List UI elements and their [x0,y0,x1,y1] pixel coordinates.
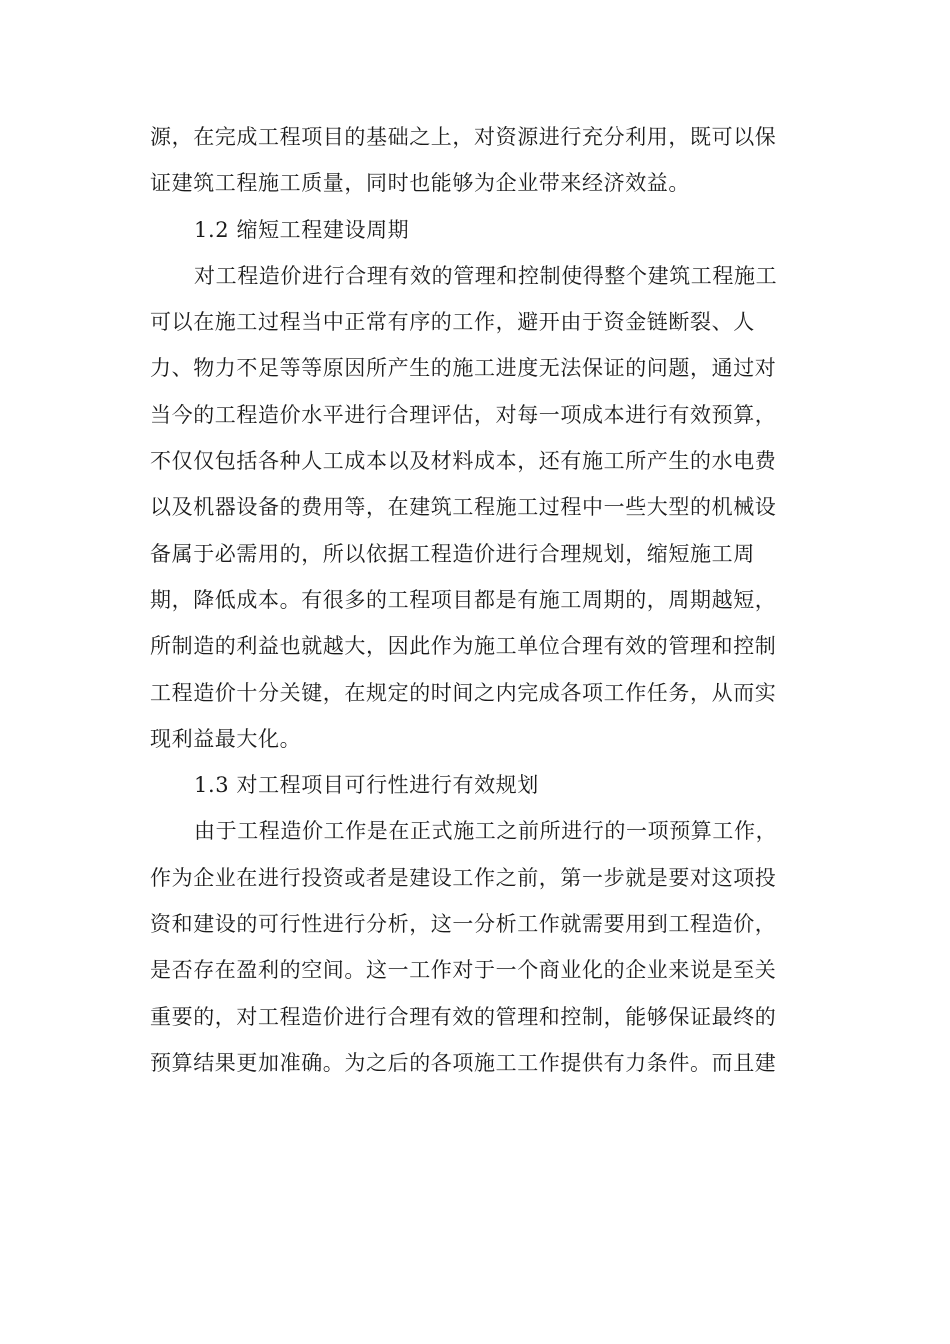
paragraph-line: 力、物力不足等等原因所产生的施工进度无法保证的问题，通过对 [150,356,777,381]
paragraph-line: 源，在完成工程项目的基础之上，对资源进行充分利用，既可以保 [150,125,777,149]
paragraph-line: 不仅仅包括各种人工成本以及材料成本，还有施工所产生的水电费 [150,449,777,474]
paragraph-line: 资和建设的可行性进行分析，这一分析工作就需要用到工程造价， [150,912,777,937]
paragraph-line: 重要的，对工程造价进行合理有效的管理和控制，能够保证最终的 [150,1004,777,1029]
paragraph-line: 工程造价十分关键，在规定的时间之内完成各项工作任务，从而实 [150,680,777,705]
paragraph-line: 期，降低成本。有很多的工程项目都是有施工周期的，周期越短， [150,587,777,612]
paragraph-line: 可以在施工过程当中正常有序的工作，避开由于资金链断裂、人 [150,310,755,335]
paragraph-line: 证建筑工程施工质量，同时也能够为企业带来经济效益。 [150,171,690,196]
section-heading-1-3: 1.3 对工程项目可行性进行有效规划 [194,773,539,798]
paragraph-line: 当今的工程造价水平进行合理评估，对每一项成本进行有效预算， [150,402,777,427]
paragraph-line: 现利益最大化。 [150,726,302,751]
paragraph-line: 以及机器设备的费用等，在建筑工程施工过程中一些大型的机械设 [150,495,777,520]
paragraph-line: 预算结果更加准确。为之后的各项施工工作提供有力条件。而且建 [150,1050,777,1075]
paragraph-line: 对工程造价进行合理有效的管理和控制使得整个建筑工程施工 [194,263,778,288]
section-heading-1-2: 1.2 缩短工程建设周期 [194,217,410,242]
paragraph-line: 由于工程造价工作是在正式施工之前所进行的一项预算工作， [194,819,778,844]
paragraph-line: 是否存在盈利的空间。这一工作对于一个商业化的企业来说是至关 [150,958,777,983]
body-text [150,114,798,1086]
paragraph-line: 作为企业在进行投资或者是建设工作之前，第一步就是要对这项投 [150,865,777,890]
paragraph-line: 所制造的利益也就越大，因此作为施工单位合理有效的管理和控制 [150,634,777,659]
paragraph-line: 备属于必需用的，所以依据工程造价进行合理规划，缩短施工周 [150,541,755,566]
